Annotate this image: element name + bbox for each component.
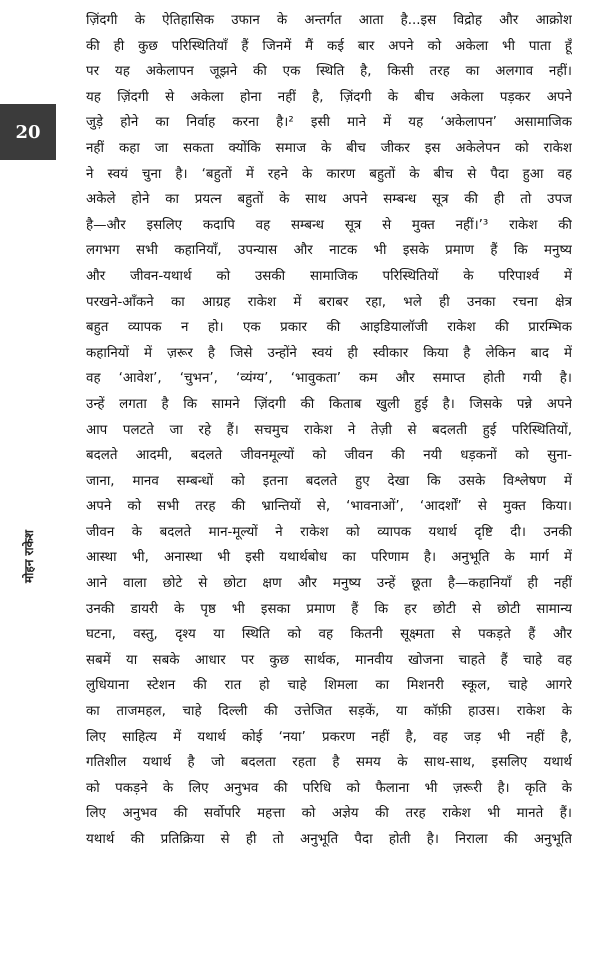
text-line: का ताजमहल, चाहे दिल्ली की उत्तेजित सड़कें, या कॉफ़ी हाउस। राकेश के	[86, 704, 572, 720]
text-line: अकेले होने का प्रयत्न बहुतों के साथ अपने सम्बन्ध सूत्र की ही तो उपज	[86, 192, 572, 208]
text-line: नहीं कहा जा सकता क्योंकि समाज के बीच जीकर इस अकेलेपन को राकेश	[86, 140, 572, 156]
text-line: वह ‘आवेश’, ‘चुभन’, ‘व्यंग्य’, ‘भावुकता’ कम और समाप्त होती गयी है।	[86, 371, 572, 387]
text-line: है—और इसलिए कदापि वह सम्बन्ध सूत्र से मुक्त नहीं।’³ राकेश की	[86, 217, 572, 233]
text-line: कहानियों में ज़रूर है जिसे उन्होंने स्वयं ही स्वीकार किया है लेकिन बाद में	[86, 345, 572, 361]
page-number: 20	[15, 121, 41, 143]
text-line: उन्हें लगता है कि सामने ज़िंदगी की किताब खुली हुई है। जिसके पन्ने अपने	[86, 396, 572, 412]
text-line: लुधियाना स्टेशन की रात हो चाहे शिमला का मिशनरी स्कूल, चाहे आगरे	[86, 678, 572, 694]
text-line: पर यह अकेलापन जूझने की एक स्थिति है, किसी तरह का अलगाव नहीं।	[86, 64, 572, 80]
running-head-text: मोहन राकेश	[21, 529, 36, 583]
text-line: यथार्थ की प्रतिक्रिया से ही तो अनुभूति पैदा होती है। निराला की अनुभूति	[86, 832, 572, 847]
text-line: आस्था भी, अनास्था भी इसी यथार्थबोध का परिणाम है। अनुभूति के मार्ग में	[86, 550, 572, 566]
text-line: लिए अनुभव की सर्वोपरि महत्ता को अज्ञेय की तरह राकेश भी मानते हैं।	[86, 806, 572, 822]
text-line: आने वाला छोटे से छोटा क्षण और मनुष्य उन्हें छूता है—कहानियाँ ही नहीं	[86, 576, 572, 592]
text-line: बहुत व्यापक न हो। एक प्रकार की आइडियालॉजी राकेश की प्रारम्भिक	[86, 320, 572, 336]
text-line: उनकी डायरी के पृष्ठ भी इसका प्रमाण हैं कि हर छोटी से छोटी सामान्य	[86, 601, 572, 617]
text-line: जुड़े होने का निर्वाह करना है।² इसी माने में यह ‘अकेलापन’ असामाजिक	[86, 115, 572, 131]
body-text	[86, 8, 572, 853]
text-line: अपने को सभी तरह की भ्रान्तियों से, ‘भावनाओं’, ‘आदर्शों’ से मुक्त किया।	[86, 499, 572, 515]
text-line: लिए साहित्य में यथार्थ कोई ‘नया’ प्रकरण नहीं है, वह जड़ भी नहीं है,	[86, 729, 572, 745]
text-line: बदलते आदमी, बदलते जीवनमूल्यों को जीवन की नयी धड़कनों को सुना-	[86, 448, 572, 464]
text-line: जीवन के बदलते मान-मूल्यों ने राकेश को व्यापक यथार्थ दृष्टि दी। उनकी	[86, 524, 572, 540]
text-line: की ही कुछ परिस्थितियाँ हैं जिनमें मैं कई बार अपने को अकेला भी पाता हूँ	[86, 38, 572, 54]
text-line: घटना, वस्तु, दृश्य या स्थिति को वह कितनी सूक्ष्मता से पकड़ते हैं और	[86, 627, 572, 643]
text-line: गतिशील यथार्थ है जो बदलता रहता है समय के साथ-साथ, इसलिए यथार्थ	[86, 755, 572, 771]
text-line: ने स्वयं चुना है। ‘बहुतों में रहने के कारण बहुतों के बीच से पैदा हुआ वह	[86, 166, 572, 182]
text-line: आप पलटते जा रहे हैं। सचमुच राकेश ने तेज़ी से बदलती हुई परिस्थितियों,	[86, 422, 572, 438]
text-line: परखने-आँकने का आग्रह राकेश में बराबर रहा, भले ही उनका रचना क्षेत्र	[86, 294, 572, 310]
text-line: को पकड़ने के लिए अनुभव की परिधि को फैलाना भी ज़रूरी है। कृति के	[86, 780, 572, 796]
text-line: जाना, मानव सम्बन्धों को इतना बदलते हुए देखा कि उसके विश्लेषण में	[86, 473, 572, 489]
text-line: यह ज़िंदगी से अकेला होना नहीं है, ज़िंदगी के बीच अकेला पड़कर अपने	[86, 89, 572, 105]
text-line: सबमें या सबके आधार पर कुछ सार्थक, मानवीय खोजना चाहते हैं चाहे वह	[86, 652, 572, 668]
text-line: और जीवन-यथार्थ को उसकी सामाजिक परिस्थितियों के परिपार्श्व में	[86, 268, 572, 284]
text-line: ज़िंदगी के ऐतिहासिक उफान के अन्तर्गत आता है...इस विद्रोह और आक्रोश	[86, 13, 572, 28]
page-number-tab	[0, 104, 56, 160]
running-head	[19, 520, 37, 592]
text-line: लगभग सभी कहानियाँ, उपन्यास और नाटक भी इसके प्रमाण हैं कि मनुष्य	[86, 243, 572, 259]
